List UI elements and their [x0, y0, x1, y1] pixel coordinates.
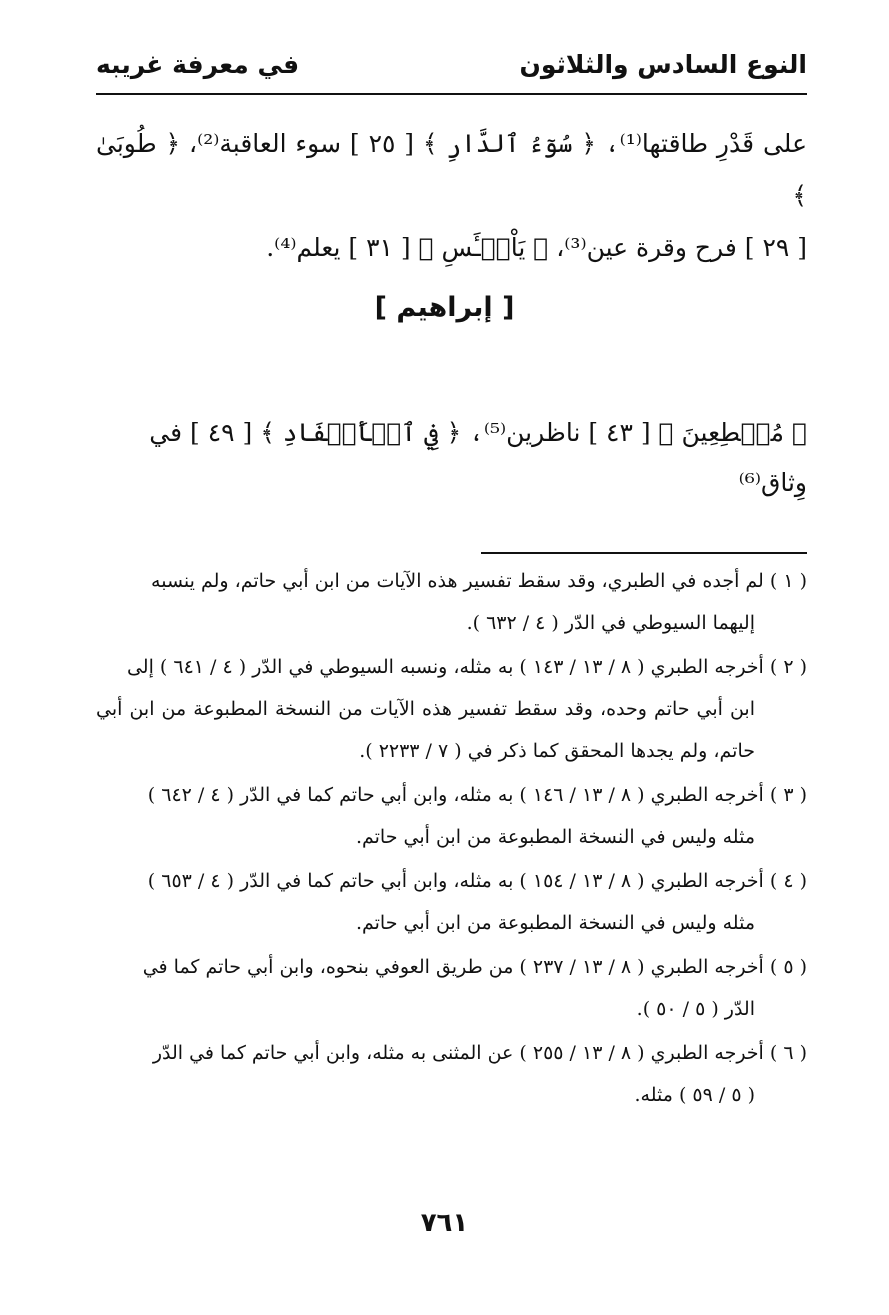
footnote-item — [96, 1032, 807, 1116]
footnote-continuation: إليهما السيوطي في الدّر ( ٤ / ٦٣٢ ). — [466, 612, 755, 634]
footnote-divider — [481, 552, 807, 554]
section-title: [ إبراهيم ] — [374, 292, 515, 323]
verse-line: ﴿ مُهۡطِعِينَ ﴾ [ ٤٣ ] ناظرين⁽⁵⁾، ﴿ فِي ٱلۡأَصۡفَادِ ﴾ [ ٤٩ ] في وِثاق⁽⁶⁾ — [149, 418, 807, 497]
footnote-continuation: ابن أبي حاتم وحده، وقد سقط تفسير هذه الآيات من النسخة المطبوعة من ابن أبي حاتم، ولم يجدها المحقق كما ذكر في ( ٧ / ٢٢٣٣ ). — [96, 698, 755, 762]
footnote-continuation: ( ٥ / ٥٩ ) مثله. — [634, 1084, 755, 1106]
footnote-item — [96, 646, 807, 772]
footnote-item — [96, 946, 807, 1030]
running-header — [96, 42, 807, 86]
header-section-title: في معرفة غريبه — [96, 49, 300, 79]
page-number: ٧٦١ — [420, 1208, 469, 1238]
header-chapter-title: النوع السادس والثلاثون — [519, 49, 807, 79]
main-line: [ ٢٩ ] فرح وقرة عين⁽³⁾، ﴿ يَاْيۡـَٔسِ ﴾ [ ٣١ ] يعلم⁽⁴⁾. — [266, 233, 807, 262]
footnote-first-line: ( ٤ ) أخرجه الطبري ( ٨ / ١٣ / ١٥٤ ) به مثله، وابن أبي حاتم كما في الدّر ( ٤ / ٦٥٣ ) — [147, 870, 807, 892]
footnote-first-line: ( ٣ ) أخرجه الطبري ( ٨ / ١٣ / ١٤٦ ) به مثله، وابن أبي حاتم كما في الدّر ( ٤ / ٦٤٢ ) — [147, 784, 807, 806]
footnote-first-line: ( ٢ ) أخرجه الطبري ( ٨ / ١٣ / ١٤٣ ) به مثله، ونسبه السيوطي في الدّر ( ٤ / ٦٤١ ) إلى — [126, 656, 807, 678]
footnote-continuation: مثله وليس في النسخة المطبوعة من ابن أبي حاتم. — [355, 912, 755, 934]
footnote-first-line: ( ٥ ) أخرجه الطبري ( ٨ / ١٣ / ٢٣٧ ) من طريق العوفي بنحوه، وابن أبي حاتم كما في — [142, 956, 807, 978]
footnote-continuation: الدّر ( ٥ / ٥٠ ). — [636, 998, 755, 1020]
footnotes — [96, 560, 807, 1118]
main-line: على قَدْرِ طاقتها⁽¹⁾، ﴿ سُوٓءُ ٱلدَّارِ ﴾ [ ٢٥ ] سوء العاقبة⁽²⁾، ﴿ طُوبَىٰ ﴾ — [96, 129, 807, 210]
main-text — [96, 118, 807, 274]
footnote-item — [96, 860, 807, 944]
footnote-continuation: مثله وليس في النسخة المطبوعة من ابن أبي حاتم. — [355, 826, 755, 848]
footnote-first-line: ( ١ ) لم أجده في الطبري، وقد سقط تفسير هذه الآيات من ابن أبي حاتم، ولم ينسبه — [151, 570, 807, 592]
footnote-item — [96, 774, 807, 858]
header-divider — [96, 93, 807, 95]
footnote-first-line: ( ٦ ) أخرجه الطبري ( ٨ / ١٣ / ٢٥٥ ) عن المثنى به مثله، وابن أبي حاتم كما في الدّر — [152, 1042, 807, 1064]
footnote-item — [96, 560, 807, 644]
